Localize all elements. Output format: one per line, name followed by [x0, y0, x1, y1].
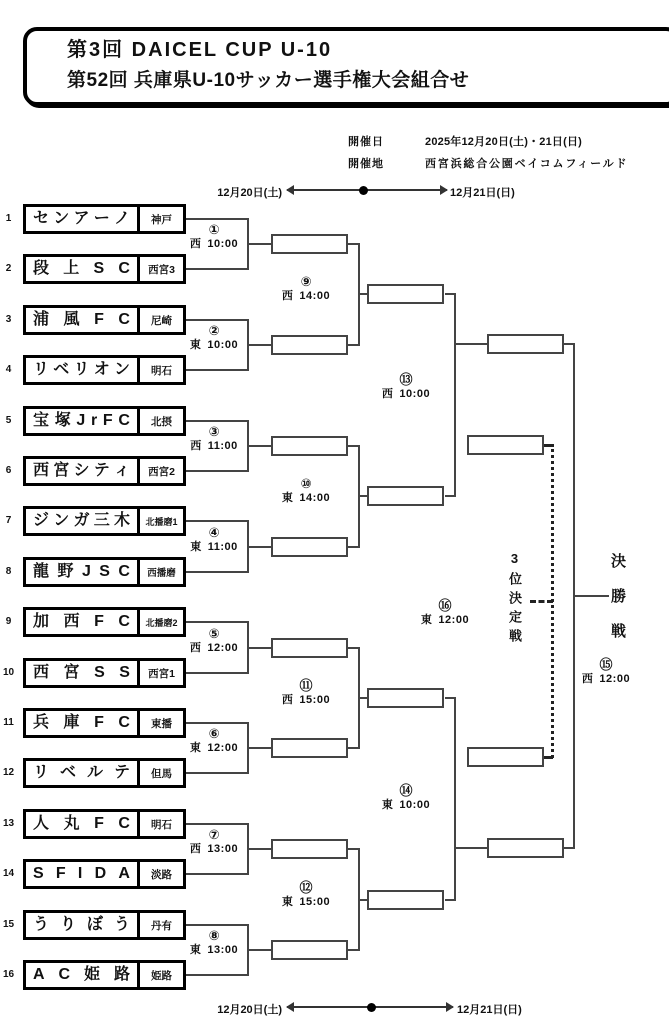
- team-name: 加 西 F C: [26, 610, 140, 634]
- team-box: [23, 758, 186, 788]
- team-seed-number: 1: [5, 213, 12, 224]
- bracket-line: [186, 319, 248, 321]
- winner-slot-box: [271, 839, 348, 859]
- event-date-row: [348, 133, 582, 149]
- bracket-line: [186, 268, 248, 270]
- match-number: ④: [208, 525, 220, 540]
- bracket-line: [455, 847, 487, 849]
- team-region: 明石: [151, 364, 172, 377]
- match-label-14: [368, 783, 444, 812]
- match-venue-time: 東 11:00: [190, 541, 238, 553]
- winner-slot-box: [271, 738, 348, 758]
- team-region: 姫路: [151, 969, 172, 982]
- team-box: [23, 406, 186, 436]
- team-seed-number: 5: [5, 415, 12, 426]
- team-name: 西 宮 シ テ ィ: [26, 459, 140, 483]
- team-box: [23, 708, 186, 738]
- team-region: 東播: [151, 717, 172, 730]
- match-label-2: [176, 323, 252, 352]
- winner-slot-box: [367, 486, 444, 506]
- match-number: ⑪: [299, 678, 313, 693]
- bracket-line: [186, 772, 248, 774]
- bracket-line: [573, 343, 575, 849]
- bracket-line: [574, 595, 609, 597]
- winner-slot-box: [367, 688, 444, 708]
- match-venue-time: 東 10:00: [381, 799, 431, 811]
- team-seed-number: 6: [5, 465, 12, 476]
- team-region: 西宮2: [148, 465, 175, 478]
- winner-slot-box: [271, 638, 348, 658]
- team-name: 龍 野 J S C: [26, 560, 140, 584]
- team-region: 但馬: [151, 767, 172, 780]
- winner-slot-box: [367, 890, 444, 910]
- team-name: 兵 庫 F C: [26, 711, 140, 735]
- match-venue-time: 西 10:00: [189, 238, 239, 250]
- match-venue-time: 東 13:00: [189, 944, 239, 956]
- team-seed-number: 14: [2, 868, 15, 879]
- team-region: 西宮1: [148, 667, 175, 680]
- match-venue-time: 西 13:00: [189, 843, 239, 855]
- timeline-top-left-date: 12月20日(土): [217, 187, 282, 199]
- match-venue-time: 西 11:00: [190, 440, 238, 452]
- team-name: リ ベ ル テ: [26, 761, 140, 785]
- match-label-1: [176, 222, 252, 251]
- bracket-line: [454, 697, 456, 901]
- match-number: ⑤: [208, 626, 220, 641]
- match-venue-time: 東 14:00: [281, 492, 331, 504]
- team-region: 丹有: [151, 919, 172, 932]
- match-venue-time: 東 12:00: [189, 742, 239, 754]
- match-label-9: [268, 274, 344, 303]
- title-line-1: 第3回 DAICEL CUP U-10: [67, 39, 333, 61]
- bracket-line: [186, 470, 248, 472]
- bracket-line: [455, 343, 487, 345]
- event-venue-row: [348, 155, 628, 171]
- team-box: [23, 254, 186, 284]
- team-region: 西播磨: [147, 568, 176, 579]
- timeline-top-arrow: [287, 189, 447, 191]
- winner-slot-box: [467, 747, 544, 767]
- team-name: ジ ン ガ 三 木: [26, 509, 140, 533]
- third-place-match-title: 3位決定戦: [507, 551, 522, 648]
- bracket-line: [358, 445, 360, 548]
- match-number: ⑧: [208, 928, 220, 943]
- team-box: [23, 910, 186, 940]
- match-label-4: [176, 525, 252, 554]
- match-venue-time: 西 12:00: [581, 673, 631, 685]
- match-number: ②: [208, 323, 220, 338]
- team-name: セ ン ア ー ノ: [26, 207, 140, 231]
- team-seed-number: 4: [5, 364, 12, 375]
- team-seed-number: 2: [5, 263, 12, 274]
- timeline-bottom-right-date: 12月21日(日): [457, 1004, 522, 1016]
- team-seed-number: 12: [2, 767, 15, 778]
- timeline-top-right-date: 12月21日(日): [450, 187, 515, 199]
- match-number: ⑫: [299, 880, 313, 895]
- team-box: [23, 355, 186, 385]
- team-box: [23, 204, 186, 234]
- timeline-bottom-arrow: [287, 1006, 453, 1008]
- team-box: [23, 960, 186, 990]
- bracket-line: [454, 293, 456, 497]
- team-seed-number: 15: [2, 919, 15, 930]
- team-name: 宝 塚 J r F C: [26, 409, 140, 433]
- team-name: 西 宮 S S: [26, 661, 140, 685]
- third-place-dotted-line: [551, 444, 554, 758]
- timeline-bottom-left-date: 12月20日(土): [217, 1004, 282, 1016]
- team-box: [23, 607, 186, 637]
- bracket-line: [186, 420, 248, 422]
- match-number: ⑭: [399, 783, 413, 798]
- match-venue-time: 東 15:00: [281, 896, 331, 908]
- team-box: [23, 456, 186, 486]
- bracket-line: [358, 848, 360, 951]
- match-label-15: [568, 657, 644, 686]
- title-line-2: 第52回 兵庫県U-10サッカー選手権大会組合せ: [67, 70, 470, 91]
- match-number: ⑥: [208, 726, 220, 741]
- team-name: S F I D A: [26, 862, 140, 886]
- match-label-12: [268, 880, 344, 909]
- team-region: 尼崎: [151, 314, 172, 327]
- team-box: [23, 859, 186, 889]
- match-label-16: [407, 598, 483, 627]
- match-label-8: [176, 928, 252, 957]
- event-venue-label: 開催地: [348, 158, 384, 170]
- match-label-5: [176, 626, 252, 655]
- winner-slot-box: [271, 335, 348, 355]
- team-box: [23, 658, 186, 688]
- bracket-line: [359, 495, 367, 497]
- event-date-label: 開催日: [348, 136, 384, 148]
- team-seed-number: 16: [2, 969, 15, 980]
- bracket-line: [359, 899, 367, 901]
- bracket-line: [359, 293, 367, 295]
- winner-slot-box: [271, 537, 348, 557]
- team-box: [23, 809, 186, 839]
- match-number: ③: [208, 424, 220, 439]
- match-label-6: [176, 726, 252, 755]
- match-venue-time: 西 12:00: [189, 642, 239, 654]
- bracket-line: [186, 369, 248, 371]
- match-number: ⑮: [599, 657, 613, 672]
- bracket-line: [186, 722, 248, 724]
- team-box: [23, 305, 186, 335]
- team-seed-number: 3: [5, 314, 12, 325]
- title-box: [23, 27, 669, 106]
- match-venue-time: 東 12:00: [420, 614, 470, 626]
- team-box: [23, 557, 186, 587]
- match-number: ⑬: [399, 372, 413, 387]
- team-name: う り ぼ う: [26, 913, 140, 937]
- third-place-dashed-line: [530, 600, 553, 603]
- match-label-13: [368, 372, 444, 401]
- match-number: ⑯: [438, 598, 452, 613]
- bracket-line: [186, 974, 248, 976]
- team-region: 北播磨2: [145, 617, 178, 628]
- bracket-line: [358, 243, 360, 346]
- bracket-line: [186, 672, 248, 674]
- winner-slot-box: [487, 334, 564, 354]
- bracket-line: [186, 621, 248, 623]
- match-venue-time: 東 10:00: [189, 339, 239, 351]
- team-name: 人 丸 F C: [26, 812, 140, 836]
- final-match-title: 決勝戦: [609, 553, 626, 658]
- match-label-11: [268, 678, 344, 707]
- bracket-line: [186, 924, 248, 926]
- bracket-line: [358, 647, 360, 749]
- winner-slot-box: [271, 234, 348, 254]
- team-box: [23, 506, 186, 536]
- event-venue-value: 西宮浜総合公園ベイコムフィールド: [425, 158, 629, 170]
- match-number: ⑨: [300, 274, 312, 289]
- bracket-line: [186, 823, 248, 825]
- event-date-value: 2025年12月20日(土)・21日(日): [425, 136, 583, 148]
- team-region: 西宮3: [148, 263, 175, 276]
- match-venue-time: 西 14:00: [281, 290, 331, 302]
- match-venue-time: 西 10:00: [381, 388, 431, 400]
- team-seed-number: 13: [2, 818, 15, 829]
- bracket-line: [186, 218, 248, 220]
- winner-slot-box: [271, 940, 348, 960]
- team-name: 浦 風 F C: [26, 308, 140, 332]
- winner-slot-box: [271, 436, 348, 456]
- team-seed-number: 10: [2, 667, 15, 678]
- bracket-line: [186, 873, 248, 875]
- match-label-10: [268, 476, 344, 505]
- team-region: 淡路: [151, 868, 172, 881]
- team-seed-number: 11: [3, 717, 14, 728]
- team-region: 明石: [151, 818, 172, 831]
- bracket-line: [359, 697, 367, 699]
- team-seed-number: 7: [5, 515, 12, 526]
- timeline-top-dot: [359, 186, 368, 195]
- team-name: 段 上 S C: [26, 257, 140, 281]
- team-seed-number: 9: [5, 616, 12, 627]
- team-name: リ ベ リ オ ン: [26, 358, 140, 382]
- match-number: ①: [208, 222, 220, 237]
- bracket-line: [186, 520, 248, 522]
- timeline-bottom-dot: [367, 1003, 376, 1012]
- team-region: 北摂: [151, 415, 172, 428]
- match-number: ⑦: [208, 827, 220, 842]
- bracket-line: [186, 571, 248, 573]
- match-label-7: [176, 827, 252, 856]
- team-region: 神戸: [151, 213, 172, 226]
- winner-slot-box: [487, 838, 564, 858]
- team-name: A C 姫 路: [26, 963, 140, 987]
- winner-slot-box: [367, 284, 444, 304]
- winner-slot-box: [467, 435, 544, 455]
- match-venue-time: 西 15:00: [281, 694, 331, 706]
- match-label-3: [176, 424, 252, 453]
- team-region: 北播磨1: [145, 516, 178, 527]
- match-number: ⑩: [300, 476, 312, 491]
- team-seed-number: 8: [5, 566, 12, 577]
